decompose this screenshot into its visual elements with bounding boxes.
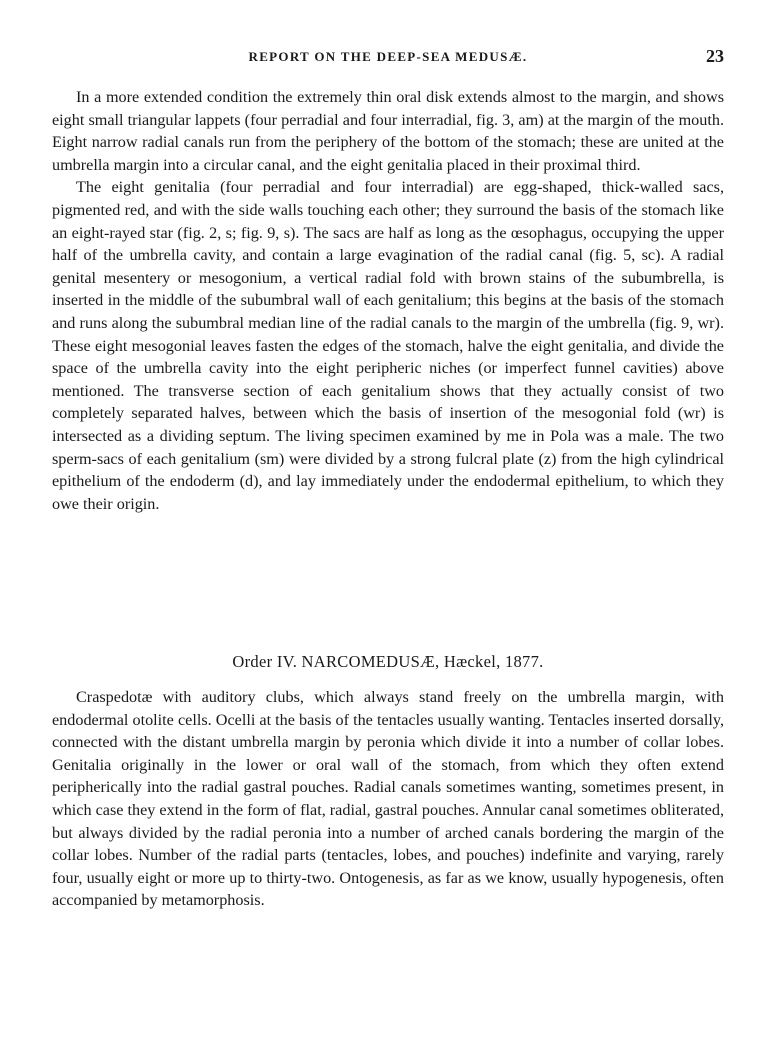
running-title: REPORT ON THE DEEP-SEA MEDUSÆ. xyxy=(248,49,528,64)
order-heading: Order IV. NARCOMEDUSÆ, Hæckel, 1877. xyxy=(232,652,544,671)
section-oral-disk-genitalia xyxy=(52,86,724,515)
section-narcomedusae-description xyxy=(52,686,724,912)
paragraph: In a more extended condition the extremely thin oral disk extends almost to the margin, and shows eight small triangular lappets (four perradial and four interradial, fig. 3, am) at the margin of the mouth. Eight narrow radial canals run from the periphery of the bottom of the stomach; these are united at the umbrella margin into a circular canal, and the eight genitalia placed in their proximal third. xyxy=(52,88,724,174)
running-head xyxy=(52,46,724,68)
paragraph: The eight genitalia (four perradial and four interradial) are egg-shaped, thick-walled sacs, pigmented red, and with the side walls touching each other; they surround the basis of the stomach like an eight-rayed star (fig. 2, s; fig. 9, s). The sacs are half as long as the œsophagus, occupying the upper half of the umbrella cavity, and contain a large evagination of the radial canal (fig. 5, sc). A radial genital mesentery or mesogonium, a vertical radial fold with brown stains of the subumbrella, is inserted in the middle of the subumbral wall of each genitalium; this begins at the basis of the stomach and runs along the subumbral median line of the radial canals to the margin of the umbrella (fig. 9, wr). These eight mesogonial leaves fasten the edges of the stomach, halve the eight genitalia, and divide the space of the umbrella cavity into the eight peripheric niches (or imperfect funnel cavities) above mentioned. The transverse section of each genitalium shows that they actually consist of two completely separated halves, between which the basis of insertion of the mesogonial fold (wr) is intersected as a dividing septum. The living specimen examined by me in Pola was a male. The two sperm-sacs of each genitalium (sm) were divided by a strong fulcral plate (z) from the high cylindrical epithelium of the endoderm (d), and lay immediately under the endodermal epithelium, to which they owe their origin. xyxy=(52,178,724,513)
page-number: 23 xyxy=(706,46,724,66)
paragraph: Craspedotæ with auditory clubs, which always stand freely on the umbrella margin, with endodermal otolite cells. Ocelli at the basis of the tentacles usually wanting. Tentacles inserted dorsally, connected with the distant umbrella margin by peronia which divide it into a number of collar lobes. Genitalia originally in the lower or oral wall of the stomach, from which they often extend peripherically into the radial gastral pouches. Radial canals sometimes wanting, sometimes present, in which case they extend in the form of flat, radial, gastral pouches. Annular canal sometimes obliterated, but always divided by the radial peronia into a number of arched canals bordering the margin of the collar lobes. Number of the radial parts (tentacles, lobes, and pouches) indefinite and varying, rarely four, usually eight or more up to thirty-two. Ontogenesis, as far as we know, usually hypogenesis, often accompanied by metamorphosis. xyxy=(52,688,725,910)
